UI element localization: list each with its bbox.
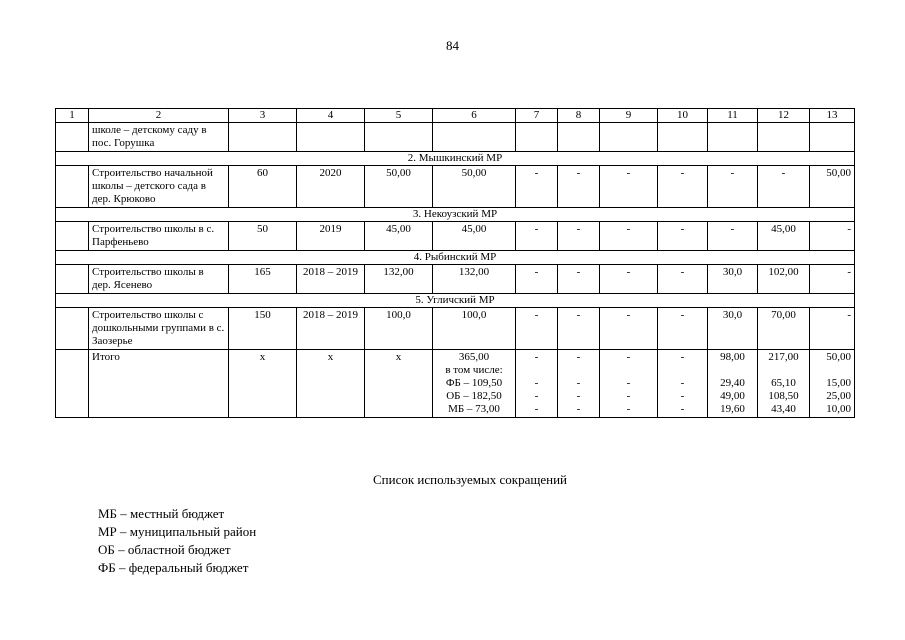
table-cell: - [810,265,855,294]
section-title: 3. Некоузский МР [56,208,855,222]
table-cell: 165 [229,265,297,294]
table-cell: х [229,350,297,418]
table-cell: - [658,265,708,294]
total-value: - [576,377,581,389]
table-cell: - [658,222,708,251]
column-number: 1 [56,109,89,123]
total-cell [708,350,758,418]
object-name: Строительство школы с дошкольными группами в с. Заозерье [89,308,229,350]
table-cell [56,308,89,350]
section-row [56,294,855,308]
table-cell: 50 [229,222,297,251]
table-cell: - [516,222,558,251]
section-title: 2. Мышкинский МР [56,152,855,166]
column-number: 6 [433,109,516,123]
table-cell [810,123,855,152]
table-cell: - [758,166,810,208]
table-cell: х [297,350,365,418]
table-row [56,265,855,294]
section-row [56,208,855,222]
objects-table [55,108,855,418]
total-value: 43,40 [771,403,796,415]
total-value [519,364,554,377]
table-cell: 45,00 [758,222,810,251]
total-value: - [680,377,685,389]
table-cell: 2019 [297,222,365,251]
table-cell: 102,00 [758,265,810,294]
total-value: - [576,390,581,402]
total-value: 25,00 [826,390,851,402]
table-cell: - [810,222,855,251]
total-value: - [534,403,539,415]
total-value: 50,00 [826,351,851,363]
column-number: 4 [297,109,365,123]
table-cell: 30,0 [708,308,758,350]
total-value: - [534,377,539,389]
table-cell: 100,0 [433,308,516,350]
table-cell [708,123,758,152]
total-value: - [680,403,685,415]
total-cell [516,350,558,418]
total-value [561,364,596,377]
table-cell [758,123,810,152]
table-cell: - [600,308,658,350]
abbreviations-title: Список используемых сокращений [372,472,568,487]
table-row [56,222,855,251]
table-cell [56,350,89,418]
table-cell: 30,0 [708,265,758,294]
total-value: 365,00 [458,351,490,363]
table-cell: - [516,308,558,350]
table-cell [365,123,433,152]
total-value [603,364,654,377]
total-value [761,364,806,377]
object-name: Строительство школы в дер. Ясенево [89,265,229,294]
total-value: ОБ – 182,50 [446,390,502,402]
total-value [711,364,754,377]
object-name: Строительство начальной школы – детского сада в дер. Крюково [89,166,229,208]
table-cell: 70,00 [758,308,810,350]
abbreviation-item: МР – муниципальный район [98,524,257,539]
total-cell [433,350,516,418]
total-value: 98,00 [720,351,745,363]
table-cell: - [600,222,658,251]
total-value: 49,00 [720,390,745,402]
table-cell: 132,00 [365,265,433,294]
total-value: ФБ – 109,50 [445,377,503,389]
section-row [56,251,855,265]
table-cell: - [516,166,558,208]
table-header-row [56,109,855,123]
section-row [56,152,855,166]
table-cell [56,166,89,208]
table-row [56,308,855,350]
column-number: 10 [658,109,708,123]
total-label: Итого [89,350,229,418]
table-cell [229,123,297,152]
table-cell: - [558,265,600,294]
total-value: 15,00 [826,377,851,389]
total-value: - [626,351,631,363]
table-cell: 50,00 [433,166,516,208]
total-row [56,350,855,418]
table-cell: - [658,166,708,208]
table-cell [558,123,600,152]
object-name: Строительство школы в с. Парфеньево [89,222,229,251]
table-cell [658,123,708,152]
table-row [56,123,855,152]
abbreviations-list [98,505,256,577]
table-cell: 2018 – 2019 [297,308,365,350]
column-number: 5 [365,109,433,123]
total-value: 19,60 [720,403,745,415]
table-row [56,166,855,208]
table-cell: 150 [229,308,297,350]
total-value [813,364,851,377]
column-number: 12 [758,109,810,123]
total-cell [600,350,658,418]
column-number: 13 [810,109,855,123]
table-cell: - [558,222,600,251]
table-cell [56,123,89,152]
total-cell [558,350,600,418]
total-value: - [534,351,539,363]
column-number: 2 [89,109,229,123]
column-number: 7 [516,109,558,123]
table-cell: 50,00 [810,166,855,208]
table-cell [297,123,365,152]
table-cell: 45,00 [365,222,433,251]
column-number: 11 [708,109,758,123]
section-title: 5. Угличский МР [56,294,855,308]
table-cell [56,265,89,294]
total-cell [758,350,810,418]
table-cell [56,222,89,251]
total-value: в том числе: [445,364,503,376]
total-value: 65,10 [771,377,796,389]
table-cell: - [558,308,600,350]
column-number: 9 [600,109,658,123]
column-number: 8 [558,109,600,123]
abbreviation-item: МБ – местный бюджет [98,506,225,521]
table-cell: 60 [229,166,297,208]
total-value: - [626,377,631,389]
table-cell: 2018 – 2019 [297,265,365,294]
total-value: - [680,390,685,402]
abbreviation-item: ОБ – областной бюджет [98,542,231,557]
table-cell: - [516,265,558,294]
table-cell: х [365,350,433,418]
total-value: 108,50 [768,390,799,402]
total-value: МБ – 73,00 [448,403,500,415]
table-cell [516,123,558,152]
table-cell: - [810,308,855,350]
total-value: - [680,351,685,363]
page-number: 84 [446,38,459,53]
total-value: 10,00 [826,403,851,415]
table-cell: - [600,166,658,208]
table-cell: 50,00 [365,166,433,208]
table-cell: - [558,166,600,208]
table-cell: 100,0 [365,308,433,350]
table-cell: - [600,265,658,294]
table-cell: 45,00 [433,222,516,251]
total-value: - [626,403,631,415]
total-value: - [576,351,581,363]
total-value: - [626,390,631,402]
table-cell: 132,00 [433,265,516,294]
object-name: школе – детскому саду в пос. Горушка [89,123,229,152]
abbreviation-item: ФБ – федеральный бюджет [98,560,249,575]
table-cell: 2020 [297,166,365,208]
total-value: 29,40 [720,377,745,389]
column-number: 3 [229,109,297,123]
table-cell [433,123,516,152]
table-cell [600,123,658,152]
total-cell [658,350,708,418]
table-cell: - [658,308,708,350]
total-value: - [534,390,539,402]
total-cell [810,350,855,418]
total-value [661,364,704,377]
table-cell: - [708,166,758,208]
total-value: 217,00 [768,351,799,363]
section-title: 4. Рыбинский МР [56,251,855,265]
total-value: - [576,403,581,415]
table-cell: - [708,222,758,251]
